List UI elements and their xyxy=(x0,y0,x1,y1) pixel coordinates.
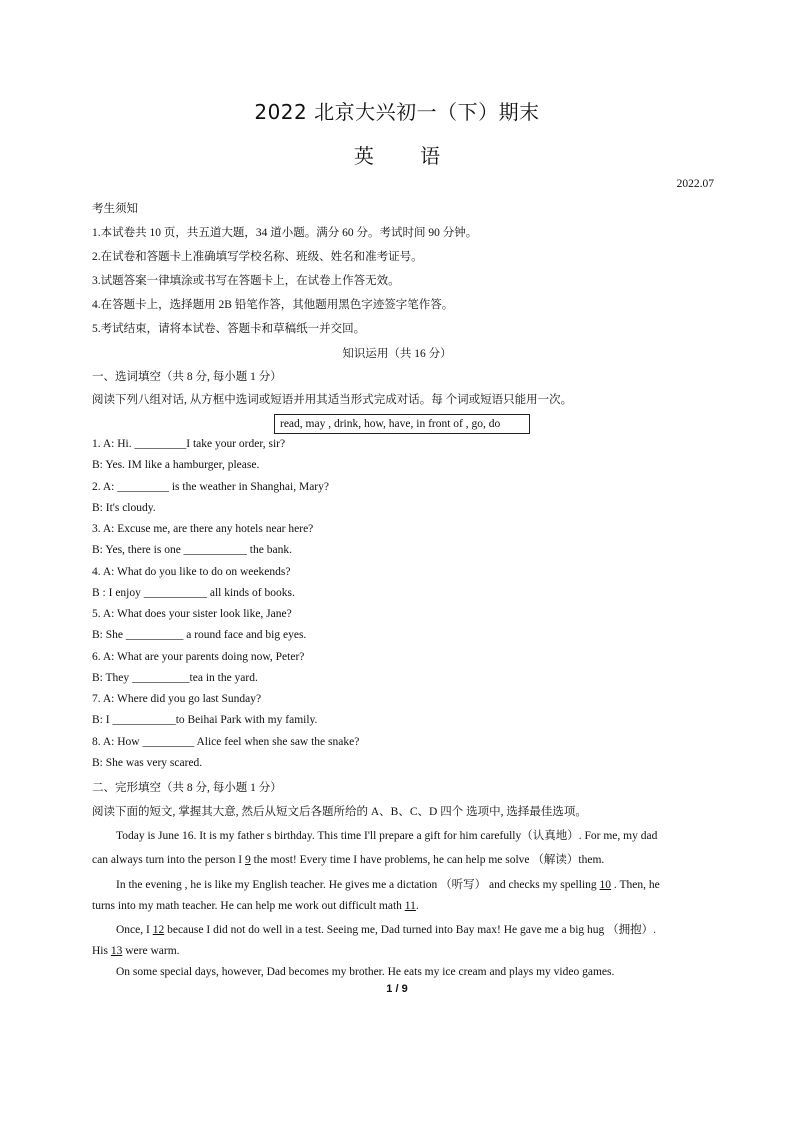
dialogue-line: 5. A: What does your sister look like, Jane? xyxy=(92,608,292,620)
dialogue-line: B: Yes. IM like a hamburger, please. xyxy=(92,459,260,471)
dialogue-line: B: Yes, there is one ___________ the bank. xyxy=(92,544,292,556)
passage-line: On some special days, however, Dad becomes my brother. He eats my ice cream and plays my video games. xyxy=(116,966,615,978)
dialogue-line: 4. A: What do you like to do on weekends? xyxy=(92,566,291,578)
blank-number: 13 xyxy=(110,945,123,957)
blank-number: 10 xyxy=(599,879,612,891)
part2-instruction: 阅读下面的短文, 掌握其大意, 然后从短文后各题所给的 A、B、C、D 四个 选项中, 选择最佳选项。 xyxy=(92,806,587,818)
dialogue-line: 1. A: Hi. _________I take your order, sir? xyxy=(92,438,286,450)
notice-item: 5.考试结束，请将本试卷、答题卡和草稿纸一并交回。 xyxy=(92,323,366,335)
passage-line: Today is June 16. It is my father s birthday. This time I'll prepare a gift for him carefully（认真地）. For me, my dad xyxy=(116,830,658,842)
part1-heading: 一、选词填空（共 8 分, 每小题 1 分） xyxy=(92,371,282,383)
dialogue-line: B: She __________ a round face and big eyes. xyxy=(92,629,307,641)
passage-line: In the evening , he is like my English teacher. He gives me a dictation （听写） and checks my spelling 10 . Then, he xyxy=(116,879,660,891)
exam-title: 2022 北京大兴初一（下）期末 xyxy=(254,100,540,124)
page-number: 1 / 9 xyxy=(386,983,408,995)
passage-line: turns into my math teacher. He can help me work out difficult math 11. xyxy=(92,900,419,912)
notice-item: 3.试题答案一律填涂或书写在答题卡上，在试卷上作答无效。 xyxy=(92,275,400,287)
passage-line: can always turn into the person I 9 the most! Every time I have problems, he can help me solve （解读）them. xyxy=(92,854,605,866)
blank-number: 11 xyxy=(404,900,416,912)
dialogue-line: 6. A: What are your parents doing now, Peter? xyxy=(92,651,305,663)
dialogue-line: B: I ___________to Beihai Park with my family. xyxy=(92,714,318,726)
exam-subject: 英 语 xyxy=(353,144,441,168)
part1-instruction: 阅读下列八组对话, 从方框中选词或短语并用其适当形式完成对话。每 个词或短语只能用一次。 xyxy=(92,394,573,406)
dialogue-line: 7. A: Where did you go last Sunday? xyxy=(92,693,262,705)
dialogue-line: 2. A: _________ is the weather in Shanghai, Mary? xyxy=(92,481,329,493)
blank-number: 9 xyxy=(244,854,251,866)
passage-line: Once, I 12 because I did not do well in a test. Seeing me, Dad turned into Bay max! He gave me a big hug （拥抱）. xyxy=(116,924,657,936)
dialogue-line: B: She was very scared. xyxy=(92,757,203,769)
dialogue-line: B: They __________tea in the yard. xyxy=(92,672,258,684)
notice-item: 2.在试卷和答题卡上准确填写学校名称、班级、姓名和准考证号。 xyxy=(92,251,423,263)
blank-number: 12 xyxy=(152,924,165,936)
dialogue-line: B : I enjoy ___________ all kinds of books. xyxy=(92,587,295,599)
word-box: read, may , drink, how, have, in front of , go, do xyxy=(274,414,530,434)
dialogue-line: 8. A: How _________ Alice feel when she saw the snake? xyxy=(92,736,360,748)
notice-item: 4.在答题卡上，选择题用 2B 铅笔作答，其他题用黑色字迹签字笔作答。 xyxy=(92,299,454,311)
passage-line: His 13 were warm. xyxy=(92,945,180,957)
part2-heading: 二、完形填空（共 8 分, 每小题 1 分） xyxy=(92,782,282,794)
section-title: 知识运用（共 16 分） xyxy=(342,348,452,360)
notice-item: 1.本试卷共 10 页，共五道大题，34 道小题。满分 60 分。考试时间 90 分钟。 xyxy=(92,227,478,239)
dialogue-line: 3. A: Excuse me, are there any hotels near here? xyxy=(92,523,314,535)
exam-date: 2022.07 xyxy=(676,178,714,190)
dialogue-line: B: It's cloudy. xyxy=(92,502,156,514)
notice-heading: 考生须知 xyxy=(92,203,138,215)
